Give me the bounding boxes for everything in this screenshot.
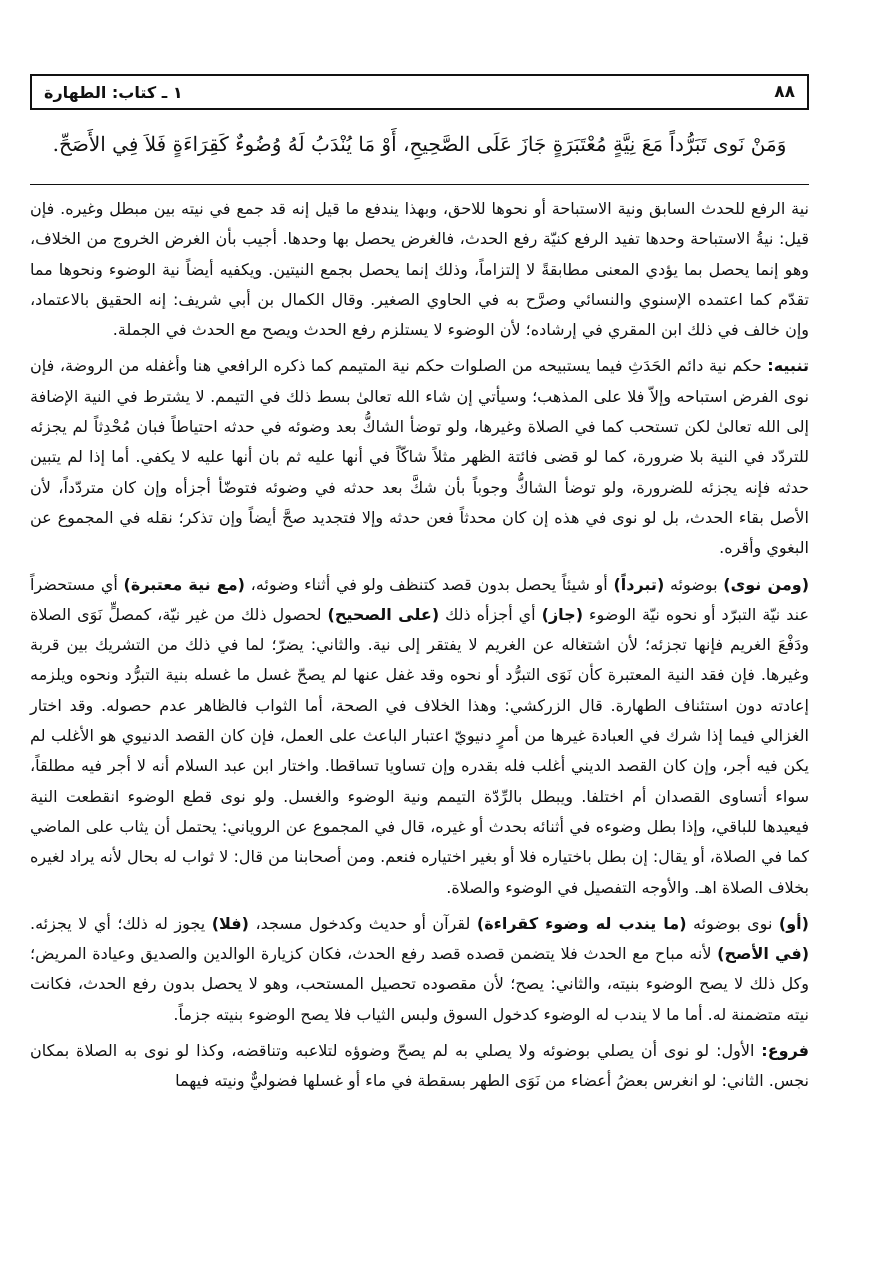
matn-quote: (جاز) xyxy=(541,604,583,624)
commentary-text: أو شيئاً يحصل بدون قصد كتنظف ولو في أثناء وضوئه، xyxy=(250,574,608,594)
page-header xyxy=(30,74,809,110)
furu-label: فروع: xyxy=(761,1041,809,1061)
tanbih-label: تنبيه: xyxy=(767,356,809,376)
paragraph-tanbih xyxy=(30,351,809,563)
matn-quote: (ما يندب له وضوء كقراءة) xyxy=(476,913,687,933)
paragraph-furu xyxy=(30,1036,809,1097)
matn-text: وَمَنْ نَوى تَبَرُّداً مَعَ نِيَّةٍ مُعْتَبَرَةٍ جَازَ عَلَى الصَّحِيحِ، أَوْ مَا يُنْدَبُ لَهُ وُضُوءٌ كَقِرَاءَةٍ فَلاَ فِي الأَصَحِّ. xyxy=(52,132,787,156)
separator-rule xyxy=(30,184,809,185)
page-number: ٨٨ xyxy=(774,82,795,102)
furu-text: الأول: لو نوى أن يصلي بوضوئه ولا يصلي به لم يصحّ وضوؤه لتلاعبه وتناقضه، وكذا لو نوى به الصلاة بمكان نجس. الثاني: لو انغرس بعضُ أعضاء من نَوَى الطهر بسقطة في ماء أو غسلها فضوليٌّ ونيته فيهما xyxy=(30,1041,809,1091)
commentary-text: أي أجزأه ذلك xyxy=(445,604,536,624)
matn-quote: (مع نية معتبرة) xyxy=(123,574,245,594)
paragraph-1 xyxy=(30,194,809,345)
commentary-text: أي مستحضراً عند نيّة التبرّد أو نحوه نيّة الوضوء xyxy=(30,574,810,624)
matn-quote: (فلا) xyxy=(211,913,249,933)
commentary-text: لحصول ذلك من غير نيّة، كمصلٍّ نَوَى الصلاة ودَفْعَ الغريم فإنها تجزئه؛ لأن اشتغاله عن الغريم لا يفتقر إلى نية. والثاني: يضرّ؛ لما في ذلك من التشريك بين قربة وغيرها. فإن فقد النية المعتبرة كأن نَوَى التبرُّد أو نحوه وقد غفل عنها لم يصحّ غسل ما غسله بنية التبرُّد ونحوه ويلزمه إعادته دون استئناف الطهارة. قال الزركشي: وهذا الخلاف في الصحة، أما الثواب فالظاهر عدم حصوله. وقد اختار الغزالي فيما إذا شرك في العبادة غيرها من أمرٍ دنيويّ اعتبار الباعث على العمل، فإن كان القصد الدنيوي هو الأغلب لم يكن فيه أجر، وإن كان القصد الديني أغلب فله بقدره وإن تساويا تساقطا. واختار ابن عبد السلام أنه لا أجر فيه مطلقاً، سواء أتساوى القصدان أم اختلفا. ويبطل بالرِّدّة التيمم ونية الوضوء والغسل. ولو نوى قطع الوضوء انقطعت النية فيعيدها للباقي، وإذا بطل وضوءه في أثنائه بحدث أو غيره، قال في المجموع عن الروياني: يحتمل أن يثاب على الماضي كما في الصلاة، أو يقال: إن بطل باختياره فلا أو بغير اختياره فنعم. ومن أصحابنا من قال: لا ثواب له بحال لأنه يراد لغيره بخلاف الصلاة اهـ. والأوجه التفصيل في الوضوء والصلاة. xyxy=(30,604,809,897)
commentary-text: يجوز له ذلك؛ أي لا يجزئه. xyxy=(30,913,206,933)
commentary-text: لقرآن أو حديث وكدخول مسجد، xyxy=(255,913,471,933)
commentary-text: نوى بوضوئه xyxy=(693,913,773,933)
paragraph-qiraah xyxy=(30,909,809,1030)
matn-quote: (في الأصح) xyxy=(717,944,810,964)
commentary-text: بوضوئه xyxy=(669,574,718,594)
matn-quote: (تبرداً) xyxy=(613,574,665,594)
matn-quote: (على الصحيح) xyxy=(327,604,440,624)
paragraph-tabarrud xyxy=(30,570,809,903)
chapter-title: ١ ـ كتاب: الطهارة xyxy=(44,82,183,102)
commentary-text: لأنه مباح مع الحدث فلا يتضمن قصده قصد رفع الحدث، فكان كزيارة الوالدين والصديق وعيادة المريض؛ وكل ذلك لا يصح الوضوء بنيته، والثاني: يصح؛ لأن مقصوده تحصيل المستحب، وهو لا يحصل بدون رفع الحدث، فكانت نيته متضمنة له. أما ما لا يندب له الوضوء كدخول السوق ولبس الثياب فلا يصح الوضوء بنيته جزماً. xyxy=(30,944,809,1024)
matn-quote: (أو) xyxy=(778,913,809,933)
commentary-body xyxy=(30,194,809,1103)
paragraph-1-text: نية الرفع للحدث السابق ونية الاستباحة أو نحوها للاحق، وبهذا يندفع ما قيل إنه قد جمع في نيته بين مبطل وغيره. فإن قيل: نيةُ الاستباحة وحدها تفيد الرفع كنيّة رفع الحدث، فالغرض يحصل بها وحدها. أجيب بأن الغرض الخروج من الخلاف، وهو إنما يحصل بما يؤدي المعنى مطابقةً لا إلتزاماً، وذلك إنما يحصل بجمع النيتين. ويكفيه أيضاً نية الوضوء ونحوها مما تقدّم كما اعتمده الإسنوي والنسائي وصرَّح به في الحاوي الصغير. وقال الكمال بن أبي شريف: إنه الحقيق بالاعتماد، وإن خالف في ذلك ابن المقري في إرشاده؛ لأن الوضوء لا يستلزم رفع الحدث ويصح مع الحدث في الجملة. xyxy=(30,199,809,340)
matn-quote: (ومن نوى) xyxy=(723,574,810,594)
tanbih-text: حكم نية دائم الحَدَثِ فيما يستبيحه من الصلوات حكم نية المتيمم كما ذكره الرافعي هنا وأغفله من الروضة، فإن نوى الفرض استباحه وإلاّ فلا على المذهب؛ وسيأتي إن شاء الله تعالىٰ بسط ذلك في التيمم. لا يشترط في النية الإضافة إلى الله تعالىٰ لكن تستحب كما في الصلاة وغيرها، ولو توضأ الشاكُّ بعد وضوئه في حدثه احتياطاً فبان مُحْدِثاً لم يجزئه للتردّد في النية بلا ضرورة، كما لو قضى فائتة الظهر مثلاً شاكّاً في أنها عليه ثم بان أنها عليه لا يكفي. أما إذا لم يتبين حدثه فإنه يجزئه للضرورة، ولو توضأ الشاكُّ وجوباً بأن شكَّ بعد حدثه في وضوئه فتوضّأ أجزأه وإن كان متردّداً، لأن الأصل بقاء الحدث، بل لو نوى في هذه إن كان محدثاً فعن حدثه وإلا فتجديد صحَّ أيضاً وإن تذكر؛ نقله في المجموع عن البغوي وأقره. xyxy=(30,356,809,558)
